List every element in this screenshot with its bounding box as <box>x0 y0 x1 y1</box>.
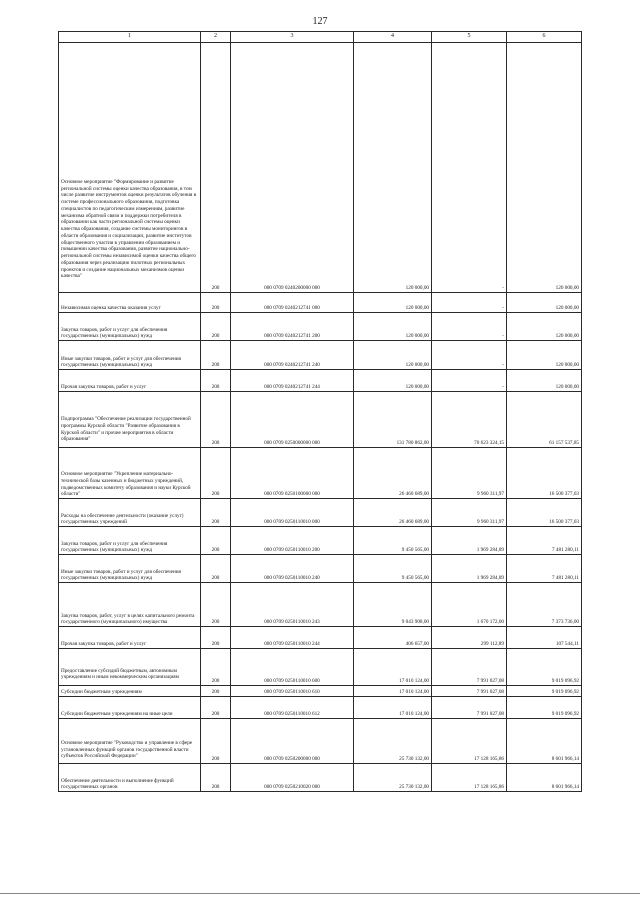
row-code: 200 <box>201 697 231 719</box>
row-kbk: 000 0709 0240212741 240 <box>231 341 354 370</box>
row-name: Субсидии бюджетным учреждениям <box>59 686 201 697</box>
row-name: Расходы на обеспечение деятельности (оказание услуг) государственных учреждений <box>59 499 201 527</box>
row-code: 200 <box>201 719 231 764</box>
row-code: 200 <box>201 627 231 649</box>
row-approved: 406 657,00 <box>354 627 432 649</box>
row-remaining: 16 500 377,03 <box>507 499 582 527</box>
row-executed: 17 128 165,86 <box>432 764 507 792</box>
row-name: Закупка товаров, работ и услуг для обеспечения государственных (муниципальных) нужд <box>59 527 201 555</box>
row-kbk: 000 0709 0250110010 610 <box>231 686 354 697</box>
row-remaining: 7 481 280,11 <box>507 527 582 555</box>
row-executed: 7 991 027,08 <box>432 649 507 686</box>
row-executed: 70 623 324,15 <box>432 392 507 448</box>
row-executed: - <box>432 43 507 293</box>
row-executed: 1 969 284,89 <box>432 527 507 555</box>
row-executed: 7 991 027,08 <box>432 686 507 697</box>
row-name: Прочая закупка товаров, работ и услуг <box>59 370 201 392</box>
row-remaining: 16 500 377,03 <box>507 448 582 499</box>
row-approved: 17 010 124,00 <box>354 686 432 697</box>
row-approved: 131 780 862,00 <box>354 392 432 448</box>
row-executed: 1 969 284,89 <box>432 555 507 583</box>
row-approved: 25 730 132,00 <box>354 719 432 764</box>
col-header-5: 5 <box>432 32 507 43</box>
table-row <box>59 686 582 697</box>
table-row <box>59 527 582 555</box>
row-approved: 9 043 908,00 <box>354 583 432 627</box>
row-approved: 9 450 565,00 <box>354 555 432 583</box>
page-number: 127 <box>312 16 328 27</box>
row-remaining: 61 157 537,85 <box>507 392 582 448</box>
row-code: 200 <box>201 649 231 686</box>
row-executed: - <box>432 341 507 370</box>
row-remaining: 9 019 096,92 <box>507 697 582 719</box>
row-remaining: 9 019 096,92 <box>507 649 582 686</box>
table-row <box>59 370 582 392</box>
row-remaining: 7 481 280,11 <box>507 555 582 583</box>
row-kbk: 000 0709 0250100000 000 <box>231 448 354 499</box>
row-executed: 7 991 027,08 <box>432 697 507 719</box>
row-name: Иные закупки товаров, работ и услуг для обеспечения государственных (муниципальных) нужд <box>59 341 201 370</box>
row-name: Основное мероприятие "Руководство и управление в сфере установленных функций органов государственной власти субъектов Российской Федерации" <box>59 719 201 764</box>
row-kbk: 000 0709 0250110010 000 <box>231 499 354 527</box>
row-kbk: 000 0709 0240212741 200 <box>231 313 354 341</box>
col-header-1: 1 <box>59 32 201 43</box>
table-row <box>59 499 582 527</box>
row-kbk: 000 0709 0250110010 612 <box>231 697 354 719</box>
row-approved: 25 730 132,00 <box>354 764 432 792</box>
table-row <box>59 719 582 764</box>
row-code: 200 <box>201 583 231 627</box>
col-header-2: 2 <box>201 32 231 43</box>
row-code: 200 <box>201 448 231 499</box>
row-kbk: 000 0709 0250200000 000 <box>231 719 354 764</box>
col-header-4: 4 <box>354 32 432 43</box>
row-name: Субсидии бюджетным учреждениям на иные цели <box>59 697 201 719</box>
row-code: 200 <box>201 499 231 527</box>
row-approved: 120 000,00 <box>354 43 432 293</box>
table-row <box>59 313 582 341</box>
row-executed: - <box>432 313 507 341</box>
col-header-6: 6 <box>507 32 582 43</box>
row-executed: 299 112,89 <box>432 627 507 649</box>
row-code: 200 <box>201 764 231 792</box>
row-kbk: 000 0709 0250000000 000 <box>231 392 354 448</box>
row-code: 200 <box>201 43 231 293</box>
row-name: Прочая закупка товаров, работ и услуг <box>59 627 201 649</box>
row-executed: 1 670 172,00 <box>432 583 507 627</box>
row-code: 200 <box>201 555 231 583</box>
row-remaining: 120 000,00 <box>507 313 582 341</box>
row-approved: 120 000,00 <box>354 341 432 370</box>
table-row <box>59 555 582 583</box>
table-row <box>59 764 582 792</box>
row-name: Независимая оценка качества оказания услуг <box>59 293 201 313</box>
row-code: 200 <box>201 293 231 313</box>
table-row <box>59 649 582 686</box>
row-remaining: 120 000,00 <box>507 293 582 313</box>
row-code: 200 <box>201 392 231 448</box>
row-name: Закупка товаров, работ и услуг для обеспечения государственных (муниципальных) нужд <box>59 313 201 341</box>
row-approved: 120 000,00 <box>354 293 432 313</box>
row-executed: - <box>432 293 507 313</box>
row-kbk: 000 0709 0250110010 600 <box>231 649 354 686</box>
row-approved: 26 460 689,00 <box>354 448 432 499</box>
row-remaining: 120 000,00 <box>507 341 582 370</box>
row-remaining: 107 544,11 <box>507 627 582 649</box>
table-row <box>59 392 582 448</box>
row-kbk: 000 0709 0250110010 200 <box>231 527 354 555</box>
row-name: Основное мероприятие "Формирование и развитие региональной системы оценки качества образования, в том числе развитие инструментов оценки результатов обучения в системе профессионального образования, подготовка специалистов по педагогическим измерениям, развитие механизма обратной связи и поддержки потребителя в образовании как части региональной системы оценки качества образования, создание системы мониторингов в области образования и социализации, развитие институтов общественного участия в управлении образованием и повышении качества образования, развитие национально-региональной системы независимой оценки качества общего образования через реализацию пилотных региональных проектов и создание национальных механизмов оценки качества" <box>59 43 201 293</box>
row-kbk: 000 0709 0250110010 244 <box>231 627 354 649</box>
row-code: 200 <box>201 686 231 697</box>
row-approved: 120 000,00 <box>354 370 432 392</box>
row-name: Подпрограмма "Обеспечение реализации государственной программы Курской области "Развитие образования в Курской области" и прочие мероприятия в области образования" <box>59 392 201 448</box>
row-kbk: 000 0709 0250110010 243 <box>231 583 354 627</box>
bottom-rule <box>0 893 640 894</box>
row-approved: 17 010 124,00 <box>354 697 432 719</box>
row-kbk: 000 0709 0250210020 000 <box>231 764 354 792</box>
row-executed: - <box>432 370 507 392</box>
row-executed: 9 960 311,97 <box>432 499 507 527</box>
row-kbk: 000 0709 0240200000 000 <box>231 43 354 293</box>
budget-table <box>58 31 582 792</box>
table-row <box>59 341 582 370</box>
table-row <box>59 448 582 499</box>
row-code: 200 <box>201 313 231 341</box>
table-row <box>59 583 582 627</box>
table-row <box>59 627 582 649</box>
row-name: Основное мероприятие "Укрепление материально-технической базы казенных и бюджетных учреждений, подведомственных комитету образования и науки Курской области" <box>59 448 201 499</box>
row-approved: 120 000,00 <box>354 313 432 341</box>
row-remaining: 8 601 966,14 <box>507 764 582 792</box>
row-approved: 26 460 689,00 <box>354 499 432 527</box>
row-remaining: 7 373 736,00 <box>507 583 582 627</box>
row-name: Иные закупки товаров, работ и услуг для обеспечения государственных (муниципальных) нужд <box>59 555 201 583</box>
row-code: 200 <box>201 527 231 555</box>
table-row <box>59 697 582 719</box>
row-name: Закупка товаров, работ, услуг в целях капитального ремонта государственного (муниципального) имущества <box>59 583 201 627</box>
row-kbk: 000 0709 0240212741 244 <box>231 370 354 392</box>
table-row <box>59 43 582 293</box>
row-approved: 9 450 565,00 <box>354 527 432 555</box>
row-code: 200 <box>201 341 231 370</box>
table-row <box>59 293 582 313</box>
row-name: Предоставление субсидий бюджетным, автономным учреждениям и иным некоммерческим организациям <box>59 649 201 686</box>
row-name: Обеспечение деятельности и выполнение функций государственных органов <box>59 764 201 792</box>
row-remaining: 120 000,00 <box>507 43 582 293</box>
row-remaining: 9 019 096,92 <box>507 686 582 697</box>
header-row <box>59 32 582 43</box>
row-remaining: 120 000,00 <box>507 370 582 392</box>
row-kbk: 000 0709 0240212741 000 <box>231 293 354 313</box>
row-executed: 17 128 165,86 <box>432 719 507 764</box>
row-code: 200 <box>201 370 231 392</box>
row-kbk: 000 0709 0250110010 240 <box>231 555 354 583</box>
row-remaining: 8 601 966,14 <box>507 719 582 764</box>
row-executed: 9 960 311,97 <box>432 448 507 499</box>
col-header-3: 3 <box>231 32 354 43</box>
row-approved: 17 010 124,00 <box>354 649 432 686</box>
